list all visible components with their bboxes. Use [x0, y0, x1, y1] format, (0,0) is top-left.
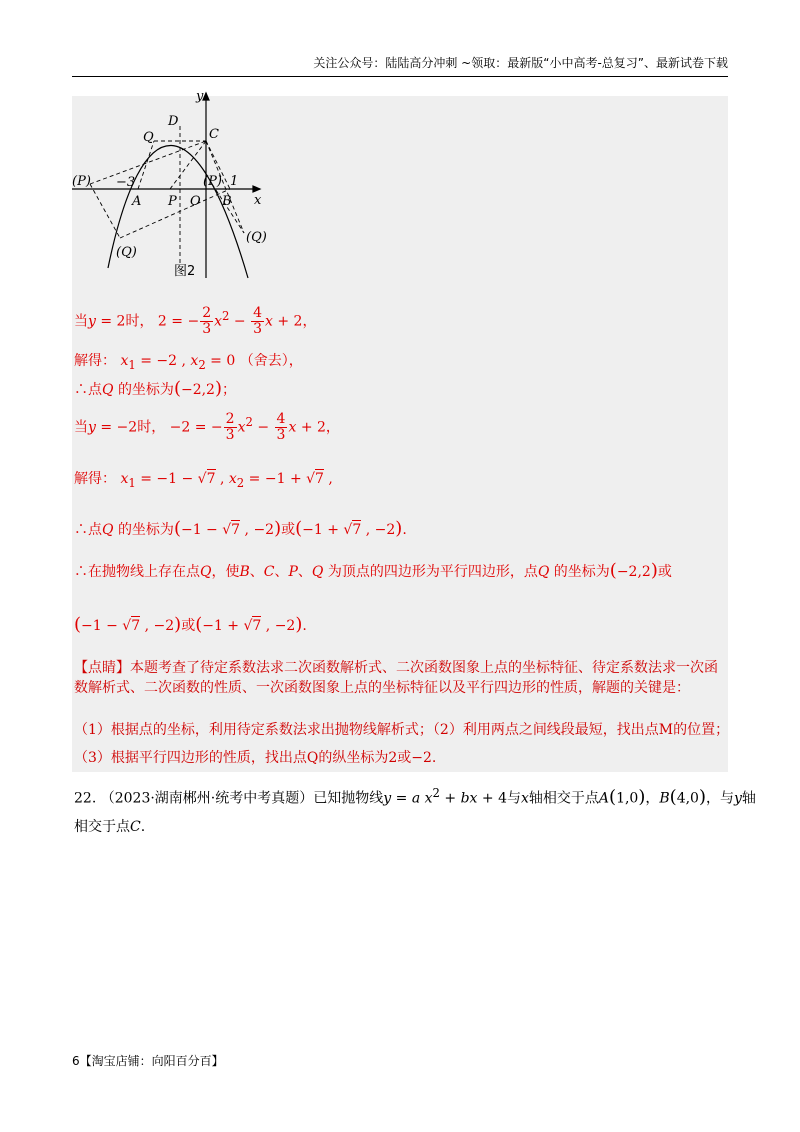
pc-long [90, 141, 206, 184]
solution-line-2: 解得： $x_1 = -2$ , $x_2 = 0$ （舍去）， [74, 353, 303, 372]
question-22-line-1: 22. （2023·湖南郴州·统考中考真题）已知抛物线y = a $x^2$ + bx + 4与x轴相交于点A(1,0)，B(4,0)，与y轴 [74, 786, 756, 808]
note-point-3: （3）根据平行四边形的性质，找出点Q的纵坐标为2或−2. [74, 750, 437, 766]
label-q-bottom-right: (Q) [246, 230, 267, 245]
label-one: 1 [230, 174, 239, 189]
label-o: O [190, 194, 201, 209]
x-axis-arrow [253, 186, 260, 192]
parabola-figure [72, 88, 272, 280]
question-22-line-2: 相交于点C. [74, 819, 146, 835]
label-neg3: −3 [116, 175, 136, 190]
y-axis-arrow [203, 93, 209, 100]
label-a: A [132, 194, 142, 209]
solution-line-5: 解得： $x_1 = -1 - √7$ , $x_2 = -1 + √7$ , [74, 471, 333, 490]
solution-line-8: (−1 − √7 , −2)或(−1 + √7 , −2). [74, 614, 307, 635]
label-p: P [168, 194, 177, 209]
page-header: 关注公众号：陆陆高分冲刺 ~领取：最新版“小中高考-总复习”、最新试卷下载 [72, 54, 728, 77]
label-p-paren-mid: (P) [203, 174, 222, 189]
solution-line-3: ∴点Q 的坐标为(−2,2)； [74, 378, 236, 399]
solution-line-7: ∴在抛物线上存在点Q，使B、C、P、Q 为顶点的四边形为平行四边形，点Q 的坐标为(−2,2)或 [74, 560, 672, 581]
label-d: D [168, 114, 179, 129]
figure-caption: 图2 [174, 264, 196, 279]
x-axis-label: x [254, 193, 262, 208]
solution-line-6: ∴点Q 的坐标为(−1 − √7 , −2)或(−1 + √7 , −2). [74, 518, 407, 539]
label-c: C [209, 127, 219, 142]
label-b: B [222, 194, 232, 209]
solution-line-4: 当y = −2时， −2 = − $\frac{2}{3}$ $x^2$ − $\frac{4}{3}$ x + 2， [74, 411, 340, 443]
label-p-left: (P) [72, 174, 91, 189]
pq-left [90, 184, 120, 238]
label-q-bottom-left: (Q) [116, 245, 137, 260]
label-q-top: Q [143, 130, 154, 145]
note-point-1-2: （1）根据点的坐标，利用待定系数法求出抛物线解析式；（2）利用两点之间线段最短，找出点M的位置； [74, 722, 730, 738]
page-footer: 6【淘宝店铺：向阳百分百】 [72, 1054, 224, 1068]
y-axis-label: y [196, 89, 204, 104]
aq-segment [138, 141, 154, 189]
note-paragraph: 【点睛】本题考查了待定系数法求二次函数解析式、二次函数图象上点的坐标特征、待定系数法求一次函数解析式、二次函数的性质、一次函数图象上点的坐标特征以及平行四边形的性质，解题的关键是： [74, 660, 718, 696]
solution-line-1: 当y = 2时， 2 = − $\frac{2}{3}$ $x^2$ − $\frac{4}{3}$ x + 2， [74, 305, 317, 337]
